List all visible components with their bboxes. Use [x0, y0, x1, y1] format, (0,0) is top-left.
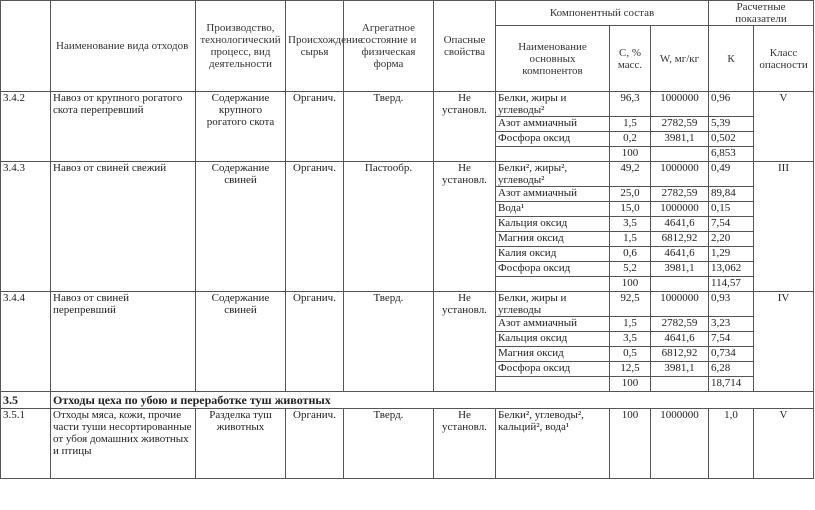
hazard-class: V [754, 409, 814, 479]
hazard-class: IV [754, 292, 814, 392]
component-name: Вода¹ [496, 202, 610, 217]
component-c: 3,5 [610, 217, 651, 232]
waste-origin: Органич. [286, 162, 344, 292]
component-w [651, 147, 709, 162]
hazard-header: Опасные свойства [434, 1, 496, 92]
component-name: Белки, жиры и углеводы [496, 292, 610, 317]
component-name [496, 377, 610, 392]
component-name: Магния оксид [496, 232, 610, 247]
waste-name: Навоз от свиней свежий [51, 162, 196, 292]
component-c: 1,5 [610, 317, 651, 332]
component-name: Фосфора оксид [496, 132, 610, 147]
component-k: 6,853 [709, 147, 754, 162]
state-header: Агрегатное состояние и физическая форма [344, 1, 434, 92]
component-c: 3,5 [610, 332, 651, 347]
component-w [651, 377, 709, 392]
waste-name: Навоз от крупного рогатого скота перепревший [51, 92, 196, 162]
component-name: Белки, жиры и углеводы² [496, 92, 610, 117]
waste-state: Тверд. [344, 292, 434, 392]
component-c: 15,0 [610, 202, 651, 217]
waste-process: Содержание свиней [196, 162, 286, 292]
component-w: 4641,6 [651, 217, 709, 232]
component-name: Фосфора оксид [496, 262, 610, 277]
component-k: 0,15 [709, 202, 754, 217]
origin-header: Происхождение сырья [286, 1, 344, 92]
section-row [1, 392, 814, 409]
component-k: 0,96 [709, 92, 754, 117]
hazard-class: V [754, 92, 814, 162]
component-k: 7,54 [709, 332, 754, 347]
waste-origin: Органич. [286, 92, 344, 162]
component-c: 1,5 [610, 117, 651, 132]
component-c: 100 [610, 277, 651, 292]
waste-hazard: Не установл. [434, 92, 496, 162]
waste-process: Содержание свиней [196, 292, 286, 392]
component-name [496, 277, 610, 292]
waste-code: 3.4.4 [1, 292, 51, 392]
waste-code: 3.4.3 [1, 162, 51, 292]
component-k: 0,93 [709, 292, 754, 317]
component-k: 114,57 [709, 277, 754, 292]
class-header: Класс опасности [754, 26, 814, 92]
waste-process: Разделка туш животных [196, 409, 286, 479]
component-name: Азот аммиачный [496, 117, 610, 132]
component-w [651, 277, 709, 292]
waste-hazard: Не установл. [434, 292, 496, 392]
component-w: 4641,6 [651, 247, 709, 262]
component-k: 0,49 [709, 162, 754, 187]
component-c: 12,5 [610, 362, 651, 377]
composition-group-header: Компонентный состав [496, 1, 709, 26]
component-c: 5,2 [610, 262, 651, 277]
name-header: Наименование вида отходов [51, 1, 196, 92]
component-c: 100 [610, 147, 651, 162]
component-c: 100 [610, 409, 651, 479]
component-k: 89,84 [709, 187, 754, 202]
component-c: 0,6 [610, 247, 651, 262]
component-c: 25,0 [610, 187, 651, 202]
waste-name: Навоз от свиней перепревший [51, 292, 196, 392]
component-name: Магния оксид [496, 347, 610, 362]
table-row [1, 162, 814, 187]
waste-code: 3.4.2 [1, 92, 51, 162]
component-k: 6,28 [709, 362, 754, 377]
component-k: 7,54 [709, 217, 754, 232]
component-w: 4641,6 [651, 332, 709, 347]
component-w: 3981,1 [651, 262, 709, 277]
component-c: 0,5 [610, 347, 651, 362]
calc-group-header: Расчетные показатели [709, 1, 814, 26]
component-name: Кальция оксид [496, 332, 610, 347]
component-k: 18,714 [709, 377, 754, 392]
component-w: 2782,59 [651, 117, 709, 132]
component-c: 96,3 [610, 92, 651, 117]
table-row [1, 292, 814, 317]
w-header: W, мг/кг [651, 26, 709, 92]
component-k: 13,062 [709, 262, 754, 277]
process-header: Производство, технологический процесс, вид деятельности [196, 1, 286, 92]
component-name: Калия оксид [496, 247, 610, 262]
component-c: 100 [610, 377, 651, 392]
component-w: 2782,59 [651, 317, 709, 332]
component-w: 6812,92 [651, 347, 709, 362]
waste-state: Тверд. [344, 92, 434, 162]
waste-process: Содержание крупного рогатого скота [196, 92, 286, 162]
component-w: 3981,1 [651, 132, 709, 147]
waste-state: Пастообр. [344, 162, 434, 292]
component-w: 1000000 [651, 292, 709, 317]
component-name: Азот аммиачный [496, 187, 610, 202]
component-w: 3981,1 [651, 362, 709, 377]
component-w: 1000000 [651, 92, 709, 117]
component-w: 1000000 [651, 162, 709, 187]
component-c: 1,5 [610, 232, 651, 247]
c-header: С, % масс. [610, 26, 651, 92]
table-body [1, 92, 814, 479]
waste-hazard: Не установл. [434, 162, 496, 292]
hazard-class: III [754, 162, 814, 292]
component-w: 1000000 [651, 202, 709, 217]
component-k: 1,0 [709, 409, 754, 479]
component-c: 49,2 [610, 162, 651, 187]
waste-state: Тверд. [344, 409, 434, 479]
component-c: 92,5 [610, 292, 651, 317]
waste-code: 3.5.1 [1, 409, 51, 479]
component-c: 0,2 [610, 132, 651, 147]
section-code: 3.5 [1, 392, 51, 409]
component-k: 3,23 [709, 317, 754, 332]
component-name: Белки², углеводы², кальций², вода¹ [496, 409, 610, 479]
component-k: 0,502 [709, 132, 754, 147]
component-k: 2,20 [709, 232, 754, 247]
component-name: Азот аммиачный [496, 317, 610, 332]
component-w: 2782,59 [651, 187, 709, 202]
code-header [1, 1, 51, 92]
section-title: Отходы цеха по убою и переработке туш животных [51, 392, 814, 409]
component-name: Фосфора оксид [496, 362, 610, 377]
component-header: Наименование основных компонентов [496, 26, 610, 92]
component-name [496, 147, 610, 162]
component-k: 1,29 [709, 247, 754, 262]
component-name: Кальция оксид [496, 217, 610, 232]
table-row [1, 409, 814, 479]
component-w: 6812,92 [651, 232, 709, 247]
waste-origin: Органич. [286, 409, 344, 479]
k-header: К [709, 26, 754, 92]
component-k: 0,734 [709, 347, 754, 362]
table-row [1, 92, 814, 117]
component-name: Белки², жиры², углеводы² [496, 162, 610, 187]
component-k: 5,39 [709, 117, 754, 132]
component-w: 1000000 [651, 409, 709, 479]
waste-hazard: Не установл. [434, 409, 496, 479]
waste-name: Отходы мяса, кожи, прочие части туши несортированные от убоя домашних животных и птицы [51, 409, 196, 479]
waste-origin: Органич. [286, 292, 344, 392]
